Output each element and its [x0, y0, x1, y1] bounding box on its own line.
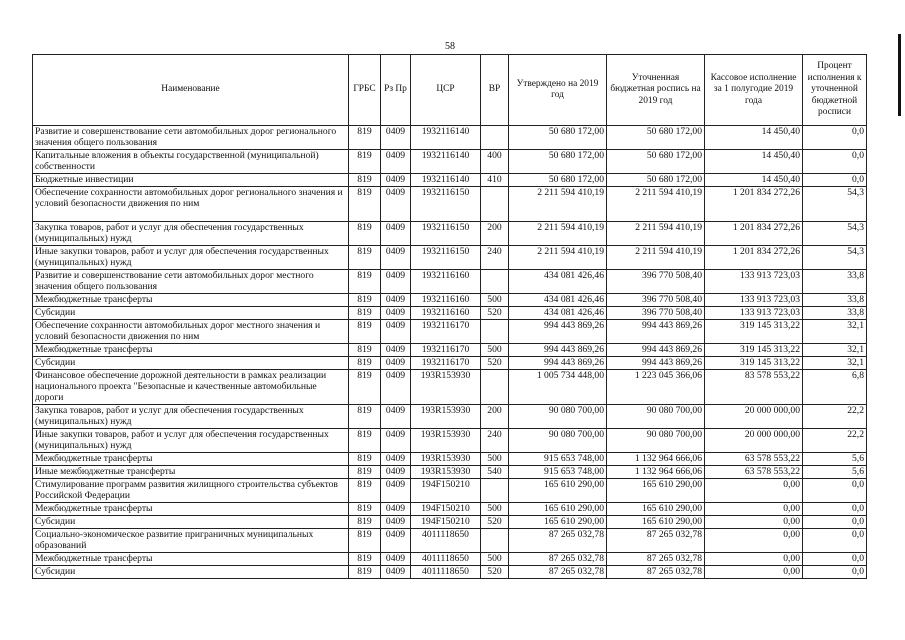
section-code-cell: 0409: [381, 516, 411, 529]
expense-type-cell: 540: [481, 466, 509, 479]
section-code-cell: 0409: [381, 405, 411, 429]
expense-type-cell: 500: [481, 294, 509, 307]
target-article-cell: 193R153930: [411, 370, 481, 405]
grbs-code-cell: 819: [349, 320, 381, 344]
cash-execution-cell: 1 201 834 272,26: [705, 222, 803, 246]
cash-execution-cell: 1 201 834 272,26: [705, 187, 803, 222]
cash-execution-cell: 319 145 313,22: [705, 320, 803, 344]
grbs-code-cell: 819: [349, 357, 381, 370]
table-row: [33, 479, 867, 503]
execution-percent-cell: 0,0: [803, 479, 867, 503]
target-article-cell: 1932116160: [411, 294, 481, 307]
grbs-code-cell: 819: [349, 479, 381, 503]
section-code-cell: 0409: [381, 174, 411, 187]
cash-execution-cell: 319 145 313,22: [705, 357, 803, 370]
target-article-cell: 1932116170: [411, 344, 481, 357]
target-article-cell: 194F150210: [411, 516, 481, 529]
approved-amount-cell: 994 443 869,26: [509, 344, 607, 357]
refined-amount-cell: 2 211 594 410,19: [607, 246, 705, 270]
target-article-cell: 193R153930: [411, 405, 481, 429]
expense-type-cell: 500: [481, 344, 509, 357]
refined-amount-cell: 165 610 290,00: [607, 503, 705, 516]
table-row: [33, 174, 867, 187]
section-code-cell: 0409: [381, 566, 411, 579]
budget-table: [32, 54, 867, 579]
item-name-cell: Финансовое обеспечение дорожной деятельности в рамках реализации национального проекта "Безопасные и качественные автомобильные дороги: [33, 370, 349, 405]
execution-percent-cell: 0,0: [803, 126, 867, 150]
header-cell: Рз Пр: [381, 55, 411, 126]
execution-percent-cell: 22,2: [803, 405, 867, 429]
grbs-code-cell: 819: [349, 405, 381, 429]
cash-execution-cell: 0,00: [705, 529, 803, 553]
approved-amount-cell: 87 265 032,78: [509, 566, 607, 579]
table-row: [33, 370, 867, 405]
grbs-code-cell: 819: [349, 126, 381, 150]
cash-execution-cell: 14 450,40: [705, 126, 803, 150]
target-article-cell: 4011118650: [411, 529, 481, 553]
approved-amount-cell: 87 265 032,78: [509, 529, 607, 553]
cash-execution-cell: 20 000 000,00: [705, 405, 803, 429]
grbs-code-cell: 819: [349, 553, 381, 566]
execution-percent-cell: 0,0: [803, 503, 867, 516]
target-article-cell: 1932116170: [411, 320, 481, 344]
header-cell: ГРБС: [349, 55, 381, 126]
refined-amount-cell: 90 080 700,00: [607, 405, 705, 429]
cash-execution-cell: 0,00: [705, 566, 803, 579]
table-row: [33, 429, 867, 453]
expense-type-cell: [481, 529, 509, 553]
approved-amount-cell: 90 080 700,00: [509, 429, 607, 453]
target-article-cell: 1932116140: [411, 174, 481, 187]
item-name-cell: Иные закупки товаров, работ и услуг для обеспечения государственных (муниципальных) нужд: [33, 429, 349, 453]
section-code-cell: 0409: [381, 246, 411, 270]
refined-amount-cell: 87 265 032,78: [607, 529, 705, 553]
approved-amount-cell: 915 653 748,00: [509, 466, 607, 479]
section-code-cell: 0409: [381, 370, 411, 405]
execution-percent-cell: 32,1: [803, 344, 867, 357]
approved-amount-cell: 50 680 172,00: [509, 150, 607, 174]
item-name-cell: Субсидии: [33, 566, 349, 579]
table-row: [33, 453, 867, 466]
refined-amount-cell: 396 770 508,40: [607, 294, 705, 307]
item-name-cell: Межбюджетные трансферты: [33, 553, 349, 566]
grbs-code-cell: 819: [349, 429, 381, 453]
section-code-cell: 0409: [381, 553, 411, 566]
table-row: [33, 307, 867, 320]
target-article-cell: 194F150210: [411, 503, 481, 516]
target-article-cell: 1932116150: [411, 187, 481, 222]
grbs-code-cell: 819: [349, 516, 381, 529]
expense-type-cell: 240: [481, 429, 509, 453]
execution-percent-cell: 32,1: [803, 320, 867, 344]
table-row: [33, 503, 867, 516]
refined-amount-cell: 165 610 290,00: [607, 516, 705, 529]
expense-type-cell: 520: [481, 307, 509, 320]
grbs-code-cell: 819: [349, 294, 381, 307]
refined-amount-cell: 1 132 964 666,06: [607, 466, 705, 479]
section-code-cell: 0409: [381, 429, 411, 453]
grbs-code-cell: 819: [349, 466, 381, 479]
item-name-cell: Закупка товаров, работ и услуг для обеспечения государственных (муниципальных) нужд: [33, 405, 349, 429]
item-name-cell: Развитие и совершенствование сети автомобильных дорог местного значения общего пользования: [33, 270, 349, 294]
execution-percent-cell: 0,0: [803, 529, 867, 553]
page-number: 58: [445, 41, 455, 52]
approved-amount-cell: 2 211 594 410,19: [509, 222, 607, 246]
target-article-cell: 193R153930: [411, 453, 481, 466]
cash-execution-cell: 0,00: [705, 503, 803, 516]
section-code-cell: 0409: [381, 453, 411, 466]
item-name-cell: Социально-экономическое развитие приграничных муниципальных образований: [33, 529, 349, 553]
target-article-cell: 193R153930: [411, 429, 481, 453]
approved-amount-cell: 50 680 172,00: [509, 126, 607, 150]
table-row: [33, 529, 867, 553]
header-cell: Утверждено на 2019 год: [509, 55, 607, 126]
item-name-cell: Бюджетные инвестиции: [33, 174, 349, 187]
cash-execution-cell: 133 913 723,03: [705, 294, 803, 307]
cash-execution-cell: 1 201 834 272,26: [705, 246, 803, 270]
execution-percent-cell: 0,0: [803, 150, 867, 174]
item-name-cell: Обеспечение сохранности автомобильных дорог местного значения и условий безопасности движения по ним: [33, 320, 349, 344]
cash-execution-cell: 133 913 723,03: [705, 270, 803, 294]
approved-amount-cell: 165 610 290,00: [509, 503, 607, 516]
refined-amount-cell: 90 080 700,00: [607, 429, 705, 453]
target-article-cell: 1932116150: [411, 222, 481, 246]
table-row: [33, 150, 867, 174]
refined-amount-cell: 396 770 508,40: [607, 307, 705, 320]
cash-execution-cell: 63 578 553,22: [705, 466, 803, 479]
execution-percent-cell: 54,3: [803, 187, 867, 222]
expense-type-cell: 500: [481, 453, 509, 466]
refined-amount-cell: 50 680 172,00: [607, 150, 705, 174]
header-row: [33, 55, 867, 126]
approved-amount-cell: 90 080 700,00: [509, 405, 607, 429]
execution-percent-cell: 0,0: [803, 516, 867, 529]
refined-amount-cell: 2 211 594 410,19: [607, 187, 705, 222]
grbs-code-cell: 819: [349, 150, 381, 174]
refined-amount-cell: 1 223 045 366,06: [607, 370, 705, 405]
table-row: [33, 344, 867, 357]
expense-type-cell: 200: [481, 405, 509, 429]
item-name-cell: Развитие и совершенствование сети автомобильных дорог регионального значения общего пользования: [33, 126, 349, 150]
grbs-code-cell: 819: [349, 529, 381, 553]
section-code-cell: 0409: [381, 320, 411, 344]
header-cell: ВР: [481, 55, 509, 126]
header-cell: Кассовое исполнение за 1 полугодие 2019 года: [705, 55, 803, 126]
approved-amount-cell: 2 211 594 410,19: [509, 246, 607, 270]
approved-amount-cell: 915 653 748,00: [509, 453, 607, 466]
execution-percent-cell: 54,3: [803, 246, 867, 270]
expense-type-cell: [481, 320, 509, 344]
execution-percent-cell: 32,1: [803, 357, 867, 370]
table-row: [33, 357, 867, 370]
execution-percent-cell: 5,6: [803, 466, 867, 479]
approved-amount-cell: 434 081 426,46: [509, 294, 607, 307]
item-name-cell: Стимулирование программ развития жилищного строительства субъектов Российской Федерации: [33, 479, 349, 503]
grbs-code-cell: 819: [349, 174, 381, 187]
approved-amount-cell: 165 610 290,00: [509, 479, 607, 503]
cash-execution-cell: 14 450,40: [705, 174, 803, 187]
grbs-code-cell: 819: [349, 222, 381, 246]
refined-amount-cell: 165 610 290,00: [607, 479, 705, 503]
refined-amount-cell: 50 680 172,00: [607, 174, 705, 187]
execution-percent-cell: 0,0: [803, 553, 867, 566]
item-name-cell: Закупка товаров, работ и услуг для обеспечения государственных (муниципальных) нужд: [33, 222, 349, 246]
table-row: [33, 566, 867, 579]
execution-percent-cell: 33,8: [803, 294, 867, 307]
item-name-cell: Межбюджетные трансферты: [33, 453, 349, 466]
execution-percent-cell: 6,8: [803, 370, 867, 405]
refined-amount-cell: 2 211 594 410,19: [607, 222, 705, 246]
table-row: [33, 187, 867, 222]
execution-percent-cell: 22,2: [803, 429, 867, 453]
refined-amount-cell: 994 443 869,26: [607, 320, 705, 344]
execution-percent-cell: 33,8: [803, 307, 867, 320]
header-cell: Наименование: [33, 55, 349, 126]
table-row: [33, 222, 867, 246]
expense-type-cell: [481, 370, 509, 405]
section-code-cell: 0409: [381, 344, 411, 357]
target-article-cell: 1932116170: [411, 357, 481, 370]
approved-amount-cell: 2 211 594 410,19: [509, 187, 607, 222]
approved-amount-cell: 994 443 869,26: [509, 357, 607, 370]
cash-execution-cell: 0,00: [705, 479, 803, 503]
expense-type-cell: 410: [481, 174, 509, 187]
item-name-cell: Субсидии: [33, 307, 349, 320]
refined-amount-cell: 396 770 508,40: [607, 270, 705, 294]
item-name-cell: Субсидии: [33, 357, 349, 370]
table-row: [33, 294, 867, 307]
expense-type-cell: 240: [481, 246, 509, 270]
header-cell: Уточненная бюджетная роспись на 2019 год: [607, 55, 705, 126]
grbs-code-cell: 819: [349, 187, 381, 222]
table-row: [33, 270, 867, 294]
grbs-code-cell: 819: [349, 344, 381, 357]
execution-percent-cell: 0,0: [803, 174, 867, 187]
approved-amount-cell: 434 081 426,46: [509, 270, 607, 294]
section-code-cell: 0409: [381, 466, 411, 479]
header-cell: Процент исполнения к уточненной бюджетной росписи: [803, 55, 867, 126]
section-code-cell: 0409: [381, 307, 411, 320]
expense-type-cell: 200: [481, 222, 509, 246]
table-row: [33, 553, 867, 566]
table-row: [33, 405, 867, 429]
item-name-cell: Межбюджетные трансферты: [33, 503, 349, 516]
target-article-cell: 1932116160: [411, 307, 481, 320]
execution-percent-cell: 5,6: [803, 453, 867, 466]
expense-type-cell: 500: [481, 553, 509, 566]
target-article-cell: 4011118650: [411, 566, 481, 579]
section-code-cell: 0409: [381, 479, 411, 503]
expense-type-cell: 520: [481, 566, 509, 579]
refined-amount-cell: 1 132 964 666,06: [607, 453, 705, 466]
expense-type-cell: 500: [481, 503, 509, 516]
item-name-cell: Субсидии: [33, 516, 349, 529]
section-code-cell: 0409: [381, 150, 411, 174]
expense-type-cell: [481, 479, 509, 503]
table-row: [33, 320, 867, 344]
approved-amount-cell: 994 443 869,26: [509, 320, 607, 344]
grbs-code-cell: 819: [349, 270, 381, 294]
section-code-cell: 0409: [381, 529, 411, 553]
grbs-code-cell: 819: [349, 503, 381, 516]
approved-amount-cell: 165 610 290,00: [509, 516, 607, 529]
grbs-code-cell: 819: [349, 453, 381, 466]
execution-percent-cell: 0,0: [803, 566, 867, 579]
grbs-code-cell: 819: [349, 566, 381, 579]
item-name-cell: Обеспечение сохранности автомобильных дорог регионального значения и условий безопасности движения по ним: [33, 187, 349, 222]
table-row: [33, 246, 867, 270]
approved-amount-cell: 50 680 172,00: [509, 174, 607, 187]
table-row: [33, 516, 867, 529]
section-code-cell: 0409: [381, 270, 411, 294]
approved-amount-cell: 434 081 426,46: [509, 307, 607, 320]
margin-mark: [898, 34, 901, 116]
cash-execution-cell: 20 000 000,00: [705, 429, 803, 453]
approved-amount-cell: 87 265 032,78: [509, 553, 607, 566]
cash-execution-cell: 0,00: [705, 553, 803, 566]
item-name-cell: Межбюджетные трансферты: [33, 294, 349, 307]
header-cell: ЦСР: [411, 55, 481, 126]
cash-execution-cell: 63 578 553,22: [705, 453, 803, 466]
item-name-cell: Иные межбюджетные трансферты: [33, 466, 349, 479]
grbs-code-cell: 819: [349, 307, 381, 320]
item-name-cell: Иные закупки товаров, работ и услуг для обеспечения государственных (муниципальных) нужд: [33, 246, 349, 270]
refined-amount-cell: 87 265 032,78: [607, 553, 705, 566]
execution-percent-cell: 54,3: [803, 222, 867, 246]
grbs-code-cell: 819: [349, 370, 381, 405]
expense-type-cell: 520: [481, 357, 509, 370]
target-article-cell: 1932116150: [411, 246, 481, 270]
expense-type-cell: 400: [481, 150, 509, 174]
expense-type-cell: [481, 126, 509, 150]
section-code-cell: 0409: [381, 503, 411, 516]
expense-type-cell: 520: [481, 516, 509, 529]
section-code-cell: 0409: [381, 126, 411, 150]
cash-execution-cell: 14 450,40: [705, 150, 803, 174]
cash-execution-cell: 83 578 553,22: [705, 370, 803, 405]
section-code-cell: 0409: [381, 187, 411, 222]
expense-type-cell: [481, 187, 509, 222]
target-article-cell: 1932116140: [411, 150, 481, 174]
table-row: [33, 126, 867, 150]
section-code-cell: 0409: [381, 357, 411, 370]
cash-execution-cell: 0,00: [705, 516, 803, 529]
target-article-cell: 194F150210: [411, 479, 481, 503]
refined-amount-cell: 994 443 869,26: [607, 357, 705, 370]
cash-execution-cell: 133 913 723,03: [705, 307, 803, 320]
item-name-cell: Межбюджетные трансферты: [33, 344, 349, 357]
grbs-code-cell: 819: [349, 246, 381, 270]
approved-amount-cell: 1 005 734 448,00: [509, 370, 607, 405]
table-row: [33, 466, 867, 479]
target-article-cell: 4011118650: [411, 553, 481, 566]
cash-execution-cell: 319 145 313,22: [705, 344, 803, 357]
target-article-cell: 193R153930: [411, 466, 481, 479]
refined-amount-cell: 87 265 032,78: [607, 566, 705, 579]
execution-percent-cell: 33,8: [803, 270, 867, 294]
refined-amount-cell: 50 680 172,00: [607, 126, 705, 150]
refined-amount-cell: 994 443 869,26: [607, 344, 705, 357]
section-code-cell: 0409: [381, 294, 411, 307]
expense-type-cell: [481, 270, 509, 294]
section-code-cell: 0409: [381, 222, 411, 246]
target-article-cell: 1932116140: [411, 126, 481, 150]
target-article-cell: 1932116160: [411, 270, 481, 294]
item-name-cell: Капитальные вложения в объекты государственной (муниципальной) собственности: [33, 150, 349, 174]
